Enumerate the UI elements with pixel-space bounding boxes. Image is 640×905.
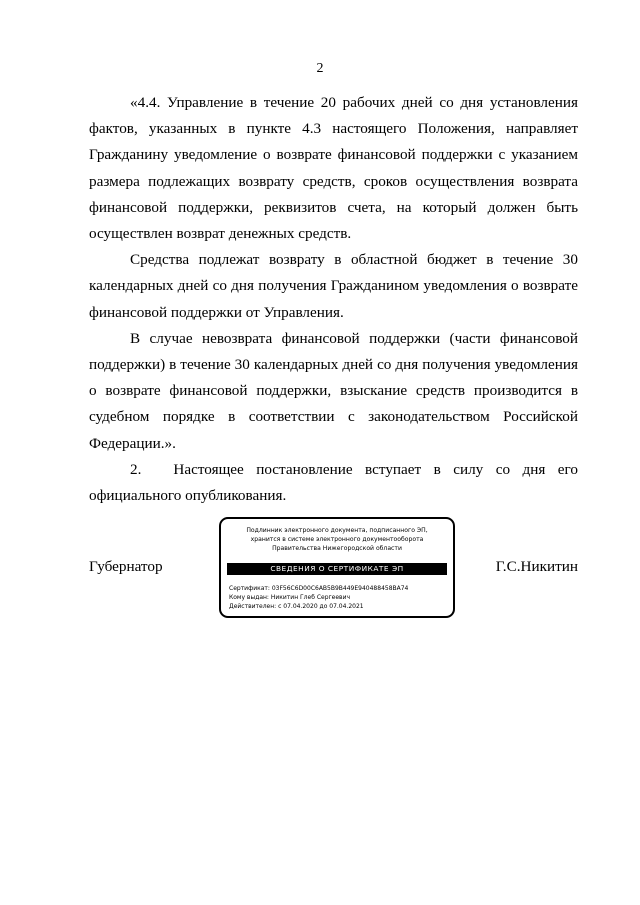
clause-2	[89, 457, 578, 509]
signer-name: Г.С.Никитин	[495, 558, 578, 575]
stamp-issued-to: Кому выдан: Никитин Глеб Сергеевич	[229, 593, 351, 601]
clause-2-text: Настоящее постановление вступает в силу со дня его официального опубликования.	[89, 460, 578, 505]
paragraph-non-return: В случае невозврата финансовой поддержки (части финансовой поддержки) в течение 30 календарных дней со дня получения уведомления о возврате финансовой поддержки, взыскание средств производится в судебном порядке в соответствии с законодательством Российской Федерации.».	[89, 329, 578, 452]
stamp-intro-line: Подлинник электронного документа, подписанного ЭП,	[246, 527, 428, 534]
stamp-certificate: Сертификат: 03F56C6D00C6AB5B9B449E940488458BA74	[229, 585, 409, 592]
stamp-intro-line: хранится в системе электронного документооборота	[250, 536, 424, 543]
paragraph-4-4: «4.4. Управление в течение 20 рабочих дней со дня установления фактов, указанных в пункте 4.3 настоящего Положения, направляет Гражданину уведомление о возврате финансовой поддержки с указанием размера подлежащих возврату средств, сроков осуществления возврата финансовой поддержки, реквизитов счета, на который должен быть осуществлен возврат денежных средств.	[89, 94, 578, 243]
electronic-signature-stamp	[219, 517, 455, 618]
stamp-header: СВЕДЕНИЯ О СЕРТИФИКАТЕ ЭП	[227, 563, 447, 575]
stamp-details	[229, 585, 408, 611]
signer-title: Губернатор	[89, 558, 163, 575]
stamp-intro	[221, 526, 453, 553]
page-number: 2	[316, 61, 324, 76]
stamp-valid: Действителен: с 07.04.2020 до 07.04.2021	[229, 602, 364, 610]
document-body	[89, 90, 578, 509]
paragraph-refund-term: Средства подлежат возврату в областной бюджет в течение 30 календарных дней со дня получения Гражданином уведомления о возврате финансовой поддержки от Управления.	[89, 251, 578, 321]
stamp-intro-line: Правительства Нижегородской области	[272, 545, 402, 552]
clause-2-number: 2.	[130, 460, 142, 478]
